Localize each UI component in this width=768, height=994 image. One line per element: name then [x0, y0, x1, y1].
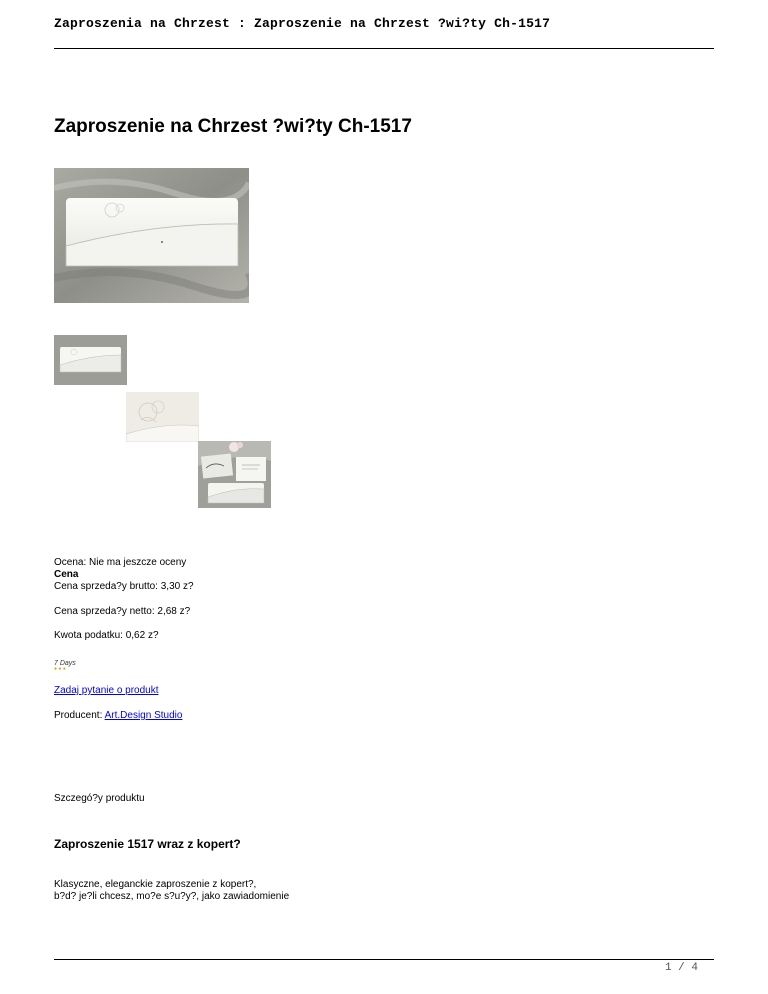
delivery-badge	[54, 660, 76, 672]
running-header: Zaproszenia na Chrzest : Zaproszenie na Chrzest ?wi?ty Ch-1517	[54, 16, 551, 31]
header-divider	[54, 48, 714, 49]
thumbnail-invitation-set[interactable]	[198, 441, 271, 508]
price-gross: Cena sprzeda?y brutto: 3,30 z?	[54, 581, 194, 592]
details-heading: Zaproszenie 1517 wraz z kopert?	[54, 837, 241, 851]
footer-divider	[54, 959, 714, 960]
main-product-image[interactable]	[54, 168, 249, 303]
price-net: Cena sprzeda?y netto: 2,68 z?	[54, 606, 191, 617]
description-line-2: b?d? je?li chcesz, mo?e s?u?y?, jako zawiadomienie	[54, 891, 290, 902]
price-heading-label: Cena	[54, 569, 79, 580]
delivery-badge-text: 7 Days	[54, 660, 76, 667]
page-number: 1 / 4	[664, 962, 698, 974]
badge-dots-icon: ● ● ●	[54, 666, 66, 672]
ask-question-link[interactable]: Zadaj pytanie o produkt	[54, 685, 159, 696]
tax-amount: Kwota podatku: 0,62 z?	[54, 630, 159, 641]
details-section-label: Szczegó?y produktu	[54, 793, 145, 804]
producer-label: Producent:	[54, 710, 103, 721]
thumbnail-envelope[interactable]	[54, 335, 127, 385]
page-title: Zaproszenie na Chrzest ?wi?ty Ch-1517	[54, 116, 412, 137]
producer-line	[54, 710, 182, 722]
description-line-1: Klasyczne, eleganckie zaproszenie z kopert?,	[54, 879, 257, 890]
producer-link[interactable]: Art.Design Studio	[104, 710, 183, 721]
thumbnail-envelope-detail[interactable]	[126, 392, 199, 442]
rating-text: Ocena: Nie ma jeszcze oceny	[54, 557, 187, 568]
price-heading	[54, 569, 78, 581]
ask-question-container	[54, 685, 159, 697]
